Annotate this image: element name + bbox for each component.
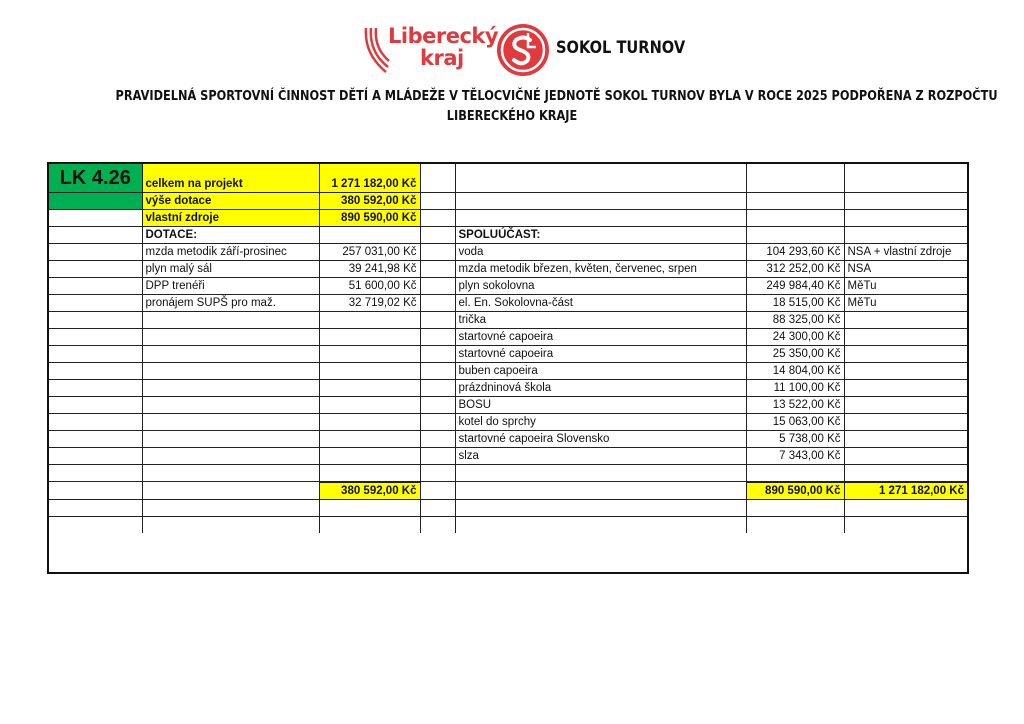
spoluucast-label: plyn sokolovna: [455, 278, 746, 295]
table-row-summary-grant: [49, 193, 967, 210]
empty-cell: [49, 261, 142, 278]
spoluucast-label: trička: [455, 312, 746, 329]
empty-cell: [49, 397, 142, 414]
empty-cell: [319, 227, 420, 244]
empty-cell: [142, 363, 319, 380]
empty-cell: [49, 516, 142, 533]
empty-cell: [746, 465, 844, 482]
empty-cell: [844, 414, 967, 431]
empty-cell: [319, 414, 420, 431]
sokol-emblem-icon: [496, 23, 550, 77]
empty-cell: [420, 164, 455, 193]
empty-cell: [49, 363, 142, 380]
empty-cell: [844, 431, 967, 448]
spoluucast-label: voda: [455, 244, 746, 261]
empty-cell: [319, 448, 420, 465]
empty-cell: [142, 380, 319, 397]
liberecky-kraj-logo: [360, 22, 499, 78]
spoluucast-label: mzda metodik březen, květen, červenec, srpen: [455, 261, 746, 278]
empty-cell: [142, 465, 319, 482]
empty-cell: [142, 312, 319, 329]
table-row: [49, 346, 967, 363]
summary-label: celkem na projekt: [142, 164, 319, 193]
empty-cell: [319, 397, 420, 414]
spoluucast-label: prázdninová škola: [455, 380, 746, 397]
empty-cell: [746, 210, 844, 227]
empty-cell: [142, 346, 319, 363]
heading-line-1: PRAVIDELNÁ SPORTOVNÍ ČINNOST DĚTÍ A MLÁDEŽE V TĚLOCVIČNÉ JEDNOTĚ SOKOL TURNOV BYLA V ROCE 2025 PODPOŘENA Z ROZPOČTU: [115, 88, 998, 104]
empty-cell: [420, 499, 455, 516]
project-code: LK 4.26: [49, 164, 142, 193]
empty-cell: [844, 516, 967, 533]
spoluucast-value: 11 100,00 Kč: [746, 380, 844, 397]
empty-cell: [455, 516, 746, 533]
spoluucast-value: 25 350,00 Kč: [746, 346, 844, 363]
dotace-label: plyn malý sál: [142, 261, 319, 278]
empty-cell: [455, 499, 746, 516]
table-row-empty: [49, 516, 967, 533]
empty-cell: [319, 516, 420, 533]
empty-cell: [319, 312, 420, 329]
empty-cell: [319, 329, 420, 346]
table-row: [49, 329, 967, 346]
spoluucast-value: 104 293,60 Kč: [746, 244, 844, 261]
empty-cell: [420, 227, 455, 244]
empty-cell: [420, 261, 455, 278]
page-heading: [40, 86, 998, 126]
empty-cell: [49, 244, 142, 261]
empty-cell: [844, 329, 967, 346]
logos-header: [360, 22, 686, 78]
empty-cell: [420, 363, 455, 380]
summary-label: vlastní zdroje: [142, 210, 319, 227]
empty-cell: [49, 431, 142, 448]
summary-value: 1 271 182,00 Kč: [319, 164, 420, 193]
spoluucast-value: 18 515,00 Kč: [746, 295, 844, 312]
empty-cell: [142, 431, 319, 448]
empty-cell: [746, 164, 844, 193]
empty-cell: [844, 312, 967, 329]
sokol-turnov-logo-text: SOKOL TURNOV: [556, 38, 686, 58]
table-row: [49, 363, 967, 380]
empty-cell: [844, 499, 967, 516]
empty-cell: [420, 431, 455, 448]
empty-cell: [420, 295, 455, 312]
empty-cell: [844, 210, 967, 227]
spoluucast-label: kotel do sprchy: [455, 414, 746, 431]
empty-cell: [455, 465, 746, 482]
empty-cell: [319, 465, 420, 482]
empty-cell: [455, 482, 746, 500]
spoluucast-value: 13 522,00 Kč: [746, 397, 844, 414]
empty-cell: [142, 397, 319, 414]
table-row: [49, 312, 967, 329]
spoluucast-label: BOSU: [455, 397, 746, 414]
table-row-summary-own: [49, 210, 967, 227]
table-row: [49, 295, 967, 312]
empty-cell: [844, 397, 967, 414]
empty-cell: [844, 380, 967, 397]
empty-cell: [142, 482, 319, 500]
empty-cell: [420, 312, 455, 329]
dotace-value: 257 031,00 Kč: [319, 244, 420, 261]
empty-cell: [455, 193, 746, 210]
spoluucast-label: startovné capoeira: [455, 329, 746, 346]
empty-cell: [844, 164, 967, 193]
table-row-summary-total: [49, 164, 967, 193]
empty-cell: [420, 278, 455, 295]
project-code-fill: [49, 193, 142, 210]
spoluucast-value: 88 325,00 Kč: [746, 312, 844, 329]
table-row-section-headers: [49, 227, 967, 244]
empty-cell: [49, 278, 142, 295]
empty-cell: [49, 482, 142, 500]
empty-cell: [49, 414, 142, 431]
dotace-total: 380 592,00 Kč: [319, 482, 420, 500]
empty-cell: [49, 312, 142, 329]
empty-cell: [49, 448, 142, 465]
liberecky-kraj-logo-text-2: kraj: [420, 46, 464, 70]
spoluucast-value: 24 300,00 Kč: [746, 329, 844, 346]
empty-cell: [420, 448, 455, 465]
spoluucast-value: 5 738,00 Kč: [746, 431, 844, 448]
table-row: [49, 261, 967, 278]
empty-cell: [746, 499, 844, 516]
empty-cell: [420, 193, 455, 210]
summary-value: 380 592,00 Kč: [319, 193, 420, 210]
dotace-value: 39 241,98 Kč: [319, 261, 420, 278]
table-row: [49, 397, 967, 414]
table-row: [49, 414, 967, 431]
heading-line-2: LIBERECKÉHO KRAJE: [446, 108, 578, 124]
empty-cell: [319, 363, 420, 380]
empty-cell: [319, 380, 420, 397]
empty-cell: [844, 193, 967, 210]
dotace-label: mzda metodik září-prosinec: [142, 244, 319, 261]
empty-cell: [49, 465, 142, 482]
empty-cell: [49, 380, 142, 397]
spoluucast-source: NSA + vlastní zdroje: [844, 244, 967, 261]
spoluucast-header: SPOLUÚČAST:: [455, 227, 746, 244]
empty-cell: [142, 499, 319, 516]
spoluucast-label: buben capoeira: [455, 363, 746, 380]
table-row: [49, 244, 967, 261]
empty-cell: [844, 363, 967, 380]
spoluucast-label: startovné capoeira Slovensko: [455, 431, 746, 448]
spoluucast-value: 14 804,00 Kč: [746, 363, 844, 380]
dotace-label: DPP trenéři: [142, 278, 319, 295]
spoluucast-value: 7 343,00 Kč: [746, 448, 844, 465]
empty-cell: [420, 397, 455, 414]
spoluucast-source: MěTu: [844, 278, 967, 295]
grand-total: 1 271 182,00 Kč: [844, 482, 967, 500]
summary-label: výše dotace: [142, 193, 319, 210]
table-row: [49, 431, 967, 448]
empty-cell: [49, 499, 142, 516]
table-row: [49, 448, 967, 465]
empty-cell: [420, 210, 455, 227]
empty-cell: [142, 329, 319, 346]
spoluucast-value: 249 984,40 Kč: [746, 278, 844, 295]
liberecky-kraj-stripes-icon: [360, 26, 390, 76]
empty-cell: [420, 380, 455, 397]
empty-cell: [844, 465, 967, 482]
empty-cell: [49, 210, 142, 227]
liberecky-kraj-logo-text-1: Liberecký: [388, 24, 499, 48]
spoluucast-label: startovné capoeira: [455, 346, 746, 363]
empty-cell: [142, 516, 319, 533]
spoluucast-total: 890 590,00 Kč: [746, 482, 844, 500]
empty-cell: [455, 164, 746, 193]
empty-cell: [844, 448, 967, 465]
summary-value: 890 590,00 Kč: [319, 210, 420, 227]
spoluucast-source: NSA: [844, 261, 967, 278]
table-row-totals: [49, 482, 967, 500]
table-row-empty: [49, 465, 967, 482]
empty-cell: [844, 227, 967, 244]
empty-cell: [49, 227, 142, 244]
spoluucast-value: 15 063,00 Kč: [746, 414, 844, 431]
empty-cell: [49, 295, 142, 312]
spoluucast-source: MěTu: [844, 295, 967, 312]
empty-cell: [420, 482, 455, 500]
spoluucast-label: el. En. Sokolovna-část: [455, 295, 746, 312]
empty-cell: [420, 414, 455, 431]
empty-cell: [844, 346, 967, 363]
dotace-header: DOTACE:: [142, 227, 319, 244]
empty-cell: [49, 346, 142, 363]
empty-cell: [420, 346, 455, 363]
dotace-value: 32 719,02 Kč: [319, 295, 420, 312]
table-row: [49, 278, 967, 295]
empty-cell: [746, 193, 844, 210]
empty-cell: [420, 516, 455, 533]
table-row: [49, 380, 967, 397]
empty-cell: [420, 244, 455, 261]
empty-cell: [319, 431, 420, 448]
table-row-empty: [49, 499, 967, 516]
dotace-label: pronájem SUPŠ pro maž.: [142, 295, 319, 312]
empty-cell: [455, 210, 746, 227]
dotace-value: 51 600,00 Kč: [319, 278, 420, 295]
empty-cell: [319, 499, 420, 516]
empty-cell: [746, 516, 844, 533]
empty-cell: [142, 414, 319, 431]
empty-cell: [420, 465, 455, 482]
empty-cell: [420, 329, 455, 346]
empty-cell: [319, 346, 420, 363]
budget-table: [47, 162, 969, 574]
spoluucast-value: 312 252,00 Kč: [746, 261, 844, 278]
empty-cell: [142, 448, 319, 465]
spoluucast-label: slza: [455, 448, 746, 465]
budget-grid: [49, 164, 967, 533]
empty-cell: [746, 227, 844, 244]
empty-cell: [49, 329, 142, 346]
